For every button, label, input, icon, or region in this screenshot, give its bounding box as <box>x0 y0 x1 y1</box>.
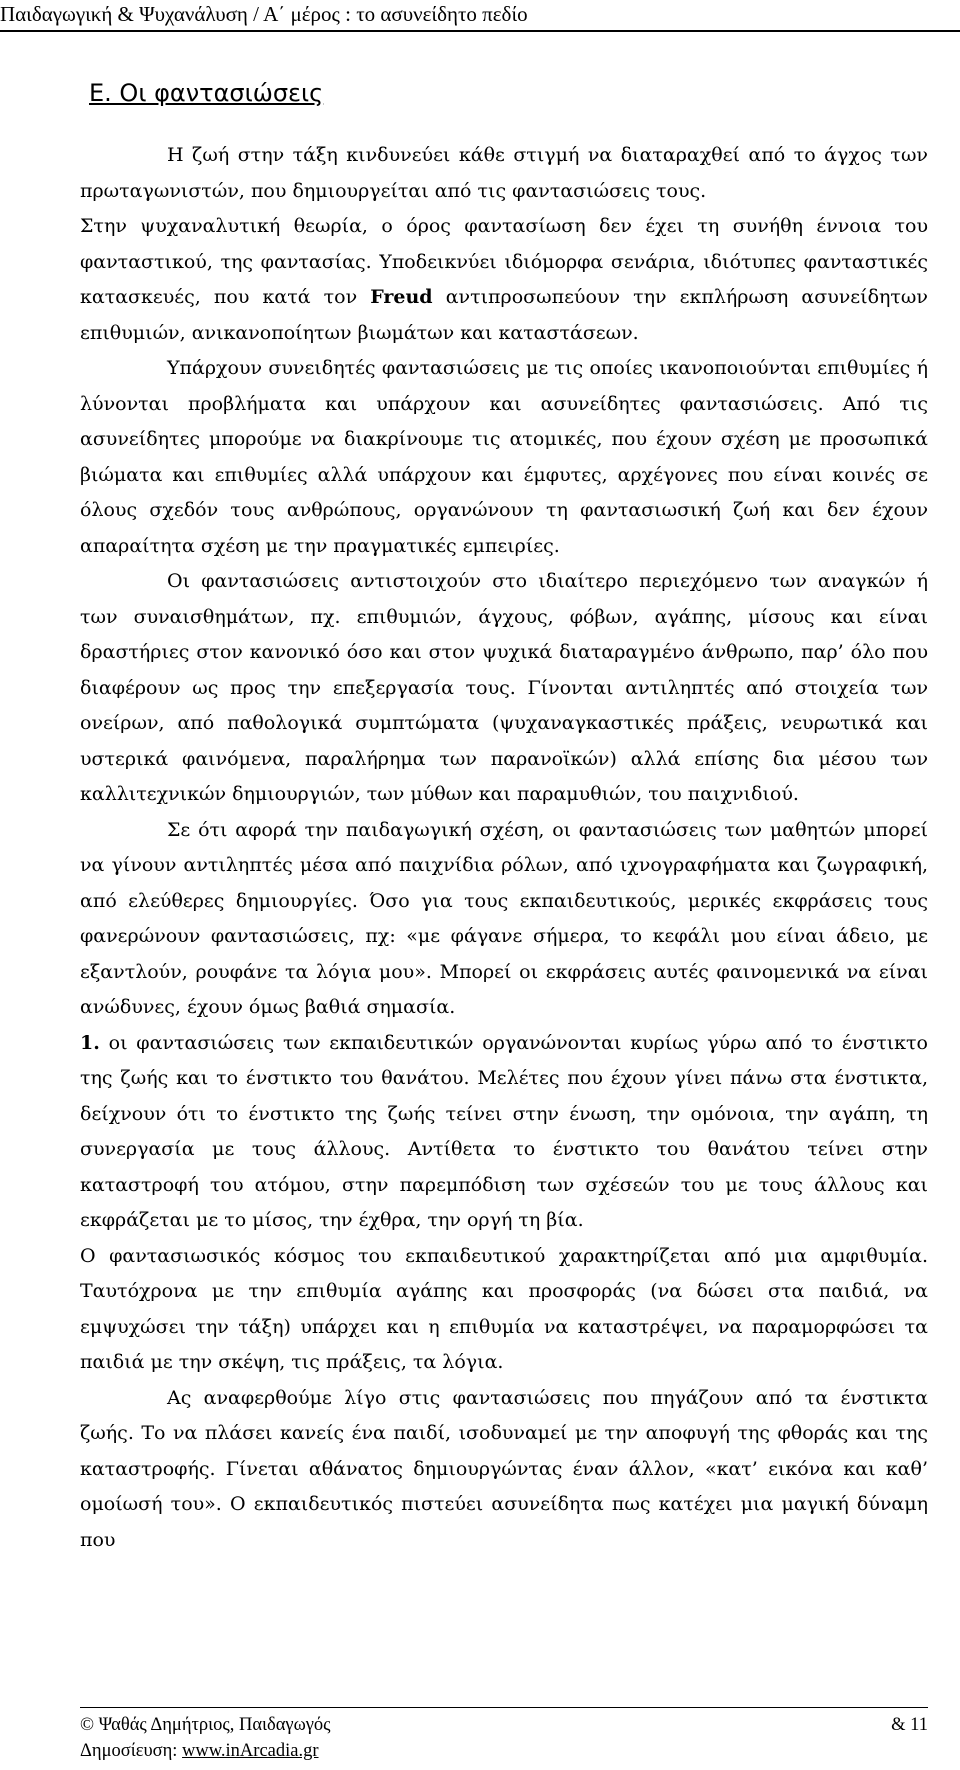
paragraph <box>80 813 928 1026</box>
paragraph <box>80 1381 928 1559</box>
text-run: οι φαντασιώσεις των εκπαιδευτικών οργανώνονται κυρίως γύρω από το ένστικτο της ζωής και το ένστικτο του θανάτου. Μελέτες που έχουν γίνει πάνω στα ένστικτα, δείχνουν ότι το ένστικτο της ζωής τείνει στην ένωση, την ομόνοια, την αγάπη, τη συνεργασία με τους άλλους. Αντίθετα το ένστικτο του θανάτου τείνει στην καταστροφή του ατόμου, στην παρεμπόδιση των σχέσεών του με τους άλλους και εκφράζεται με το μίσος, την έχθρα, την οργή τη βία. <box>80 1031 928 1231</box>
paragraph <box>80 564 928 813</box>
footer-author: © Ψαθάς Δημήτριος, Παιδαγωγός <box>80 1715 331 1735</box>
paragraph <box>80 351 928 564</box>
bold-text: 1. <box>80 1031 100 1054</box>
page-footer <box>80 1707 928 1764</box>
text-run: Σε ότι αφορά την παιδαγωγική σχέση, οι φαντασιώσεις των μαθητών μπορεί να γίνουν αντιληπτές μέσα από παιχνίδια ρόλων, από ιχνογραφήματα και ζωγραφική, από ελεύθερες δημιουργίες. Όσο για τους εκπαιδευτικούς, μερικές εκφράσεις τους φανερώνουν φαντασιώσεις, πχ: «με φάγανε σήμερα, το κεφάλι μου είναι άδειο, με εξαντλούν, ρουφάνε τα λόγια μου». Μπορεί οι εκφράσεις αυτές φαινομενικά να είναι ανώδυνες, έχουν όμως βαθιά σημασία. <box>80 818 928 1018</box>
footer-publication <box>80 1738 928 1764</box>
text-run: αντιπροσωπεύουν την εκπλήρωση ασυνείδητων επιθυμιών, ανικανοποίητων βιωμάτων και καταστάσεων. <box>80 286 928 344</box>
text-run: Υπάρχουν συνειδητές φαντασιώσεις με τις οποίες ικανοποιούνται επιθυμίες ή λύνονται προβλήματα και υπάρχουν και ασυνείδητες φαντασιώσεις. Από τις ασυνείδητες μπορούμε να διακρίνουμε τις ατομικές, που έχουν σχέση με προσωπικά βιώματα και επιθυμίες αλλά υπάρχουν και έμφυτες, αρχέγονες που είναι κοινές σε όλους σχεδόν τους ανθρώπους, οργανώνουν τη φαντασιωσική ζωή και δεν έχουν απαραίτητα σχέση με την πραγματικές εμπειρίες. <box>80 357 928 557</box>
text-run: Ο φαντασιωσικός κόσμος του εκπαιδευτικού χαρακτηρίζεται από μια αμφιθυμία. Ταυτόχρονα με την επιθυμία αγάπης και προσφοράς (να δώσει στα παιδιά, να εμψυχώσει την τάξη) υπάρχει και η επιθυμία να καταστρέψει, να παραμορφώσει τα παιδιά με την σκέψη, τις πράξεις, τα λόγια. <box>80 1244 928 1373</box>
paragraph <box>80 1239 928 1381</box>
text-run: Στην ψυχαναλυτική θεωρία, ο όρος φαντασίωση δεν έχει τη συνήθη έννοια του φανταστικού, της φαντασίας. Υποδεικνύει ιδιόμορφα σενάρια, ιδιότυπες φανταστικές κατασκευές, που κατά τον <box>80 215 928 308</box>
section-title: Ε. Οι φαντασιώσεις <box>89 79 324 107</box>
page-number: & 11 <box>891 1715 928 1735</box>
bold-text: Freud <box>370 286 433 308</box>
paragraph <box>80 1026 928 1239</box>
text-run: Ας αναφερθούμε λίγο στις φαντασιώσεις που πηγάζουν από τα ένστικτα ζωής. Το να πλάσει κανείς ένα παιδί, ισοδυναμεί με την αποφυγή της φθοράς και της καταστροφής. Γίνεται αθάνατος δημιουργώντας έναν άλλον, «κατ’ εικόνα και καθ’ ομοίωσή του». Ο εκπαιδευτικός πιστεύει ασυνείδητα πως κατέχει μια μαγική δύναμη που <box>80 1386 928 1551</box>
paragraph <box>80 138 928 209</box>
publisher-link[interactable]: www.inArcadia.gr <box>182 1741 319 1761</box>
paragraph <box>80 209 928 351</box>
body-text <box>80 138 928 1558</box>
published-label: Δημοσίευση: <box>80 1741 183 1761</box>
running-header: Παιδαγωγική & Ψυχανάλυση / Α΄ μέρος : το ασυνείδητο πεδίο <box>0 0 960 32</box>
text-run: Οι φαντασιώσεις αντιστοιχούν στο ιδιαίτερο περιεχόμενο των αναγκών ή των συναισθημάτων, πχ. επιθυμιών, άγχους, φόβων, αγάπης, μίσους και είναι δραστήριες στον κανονικό όσο και στον ψυχικά διαταραγμένο άνθρωπο, παρ’ όλο που διαφέρουν ως προς την επεξεργασία τους. Γίνονται αντιληπτές από στοιχεία των ονείρων, από παθολογικά συμπτώματα (ψυχαναγκαστικές πράξεις, νευρωτικά και υστερικά φαινόμενα, παραλήρημα των παρανοϊκών) αλλά επίσης δια μέσου των καλλιτεχνικών δημιουργιών, των μύθων και παραμυθιών, του παιχνιδιού. <box>80 570 928 805</box>
text-run: Η ζωή στην τάξη κινδυνεύει κάθε στιγμή να διαταραχθεί από το άγχος των πρωταγωνιστών, που δημιουργείται από τις φαντασιώσεις τους. <box>80 144 928 202</box>
footer-row <box>80 1712 928 1738</box>
